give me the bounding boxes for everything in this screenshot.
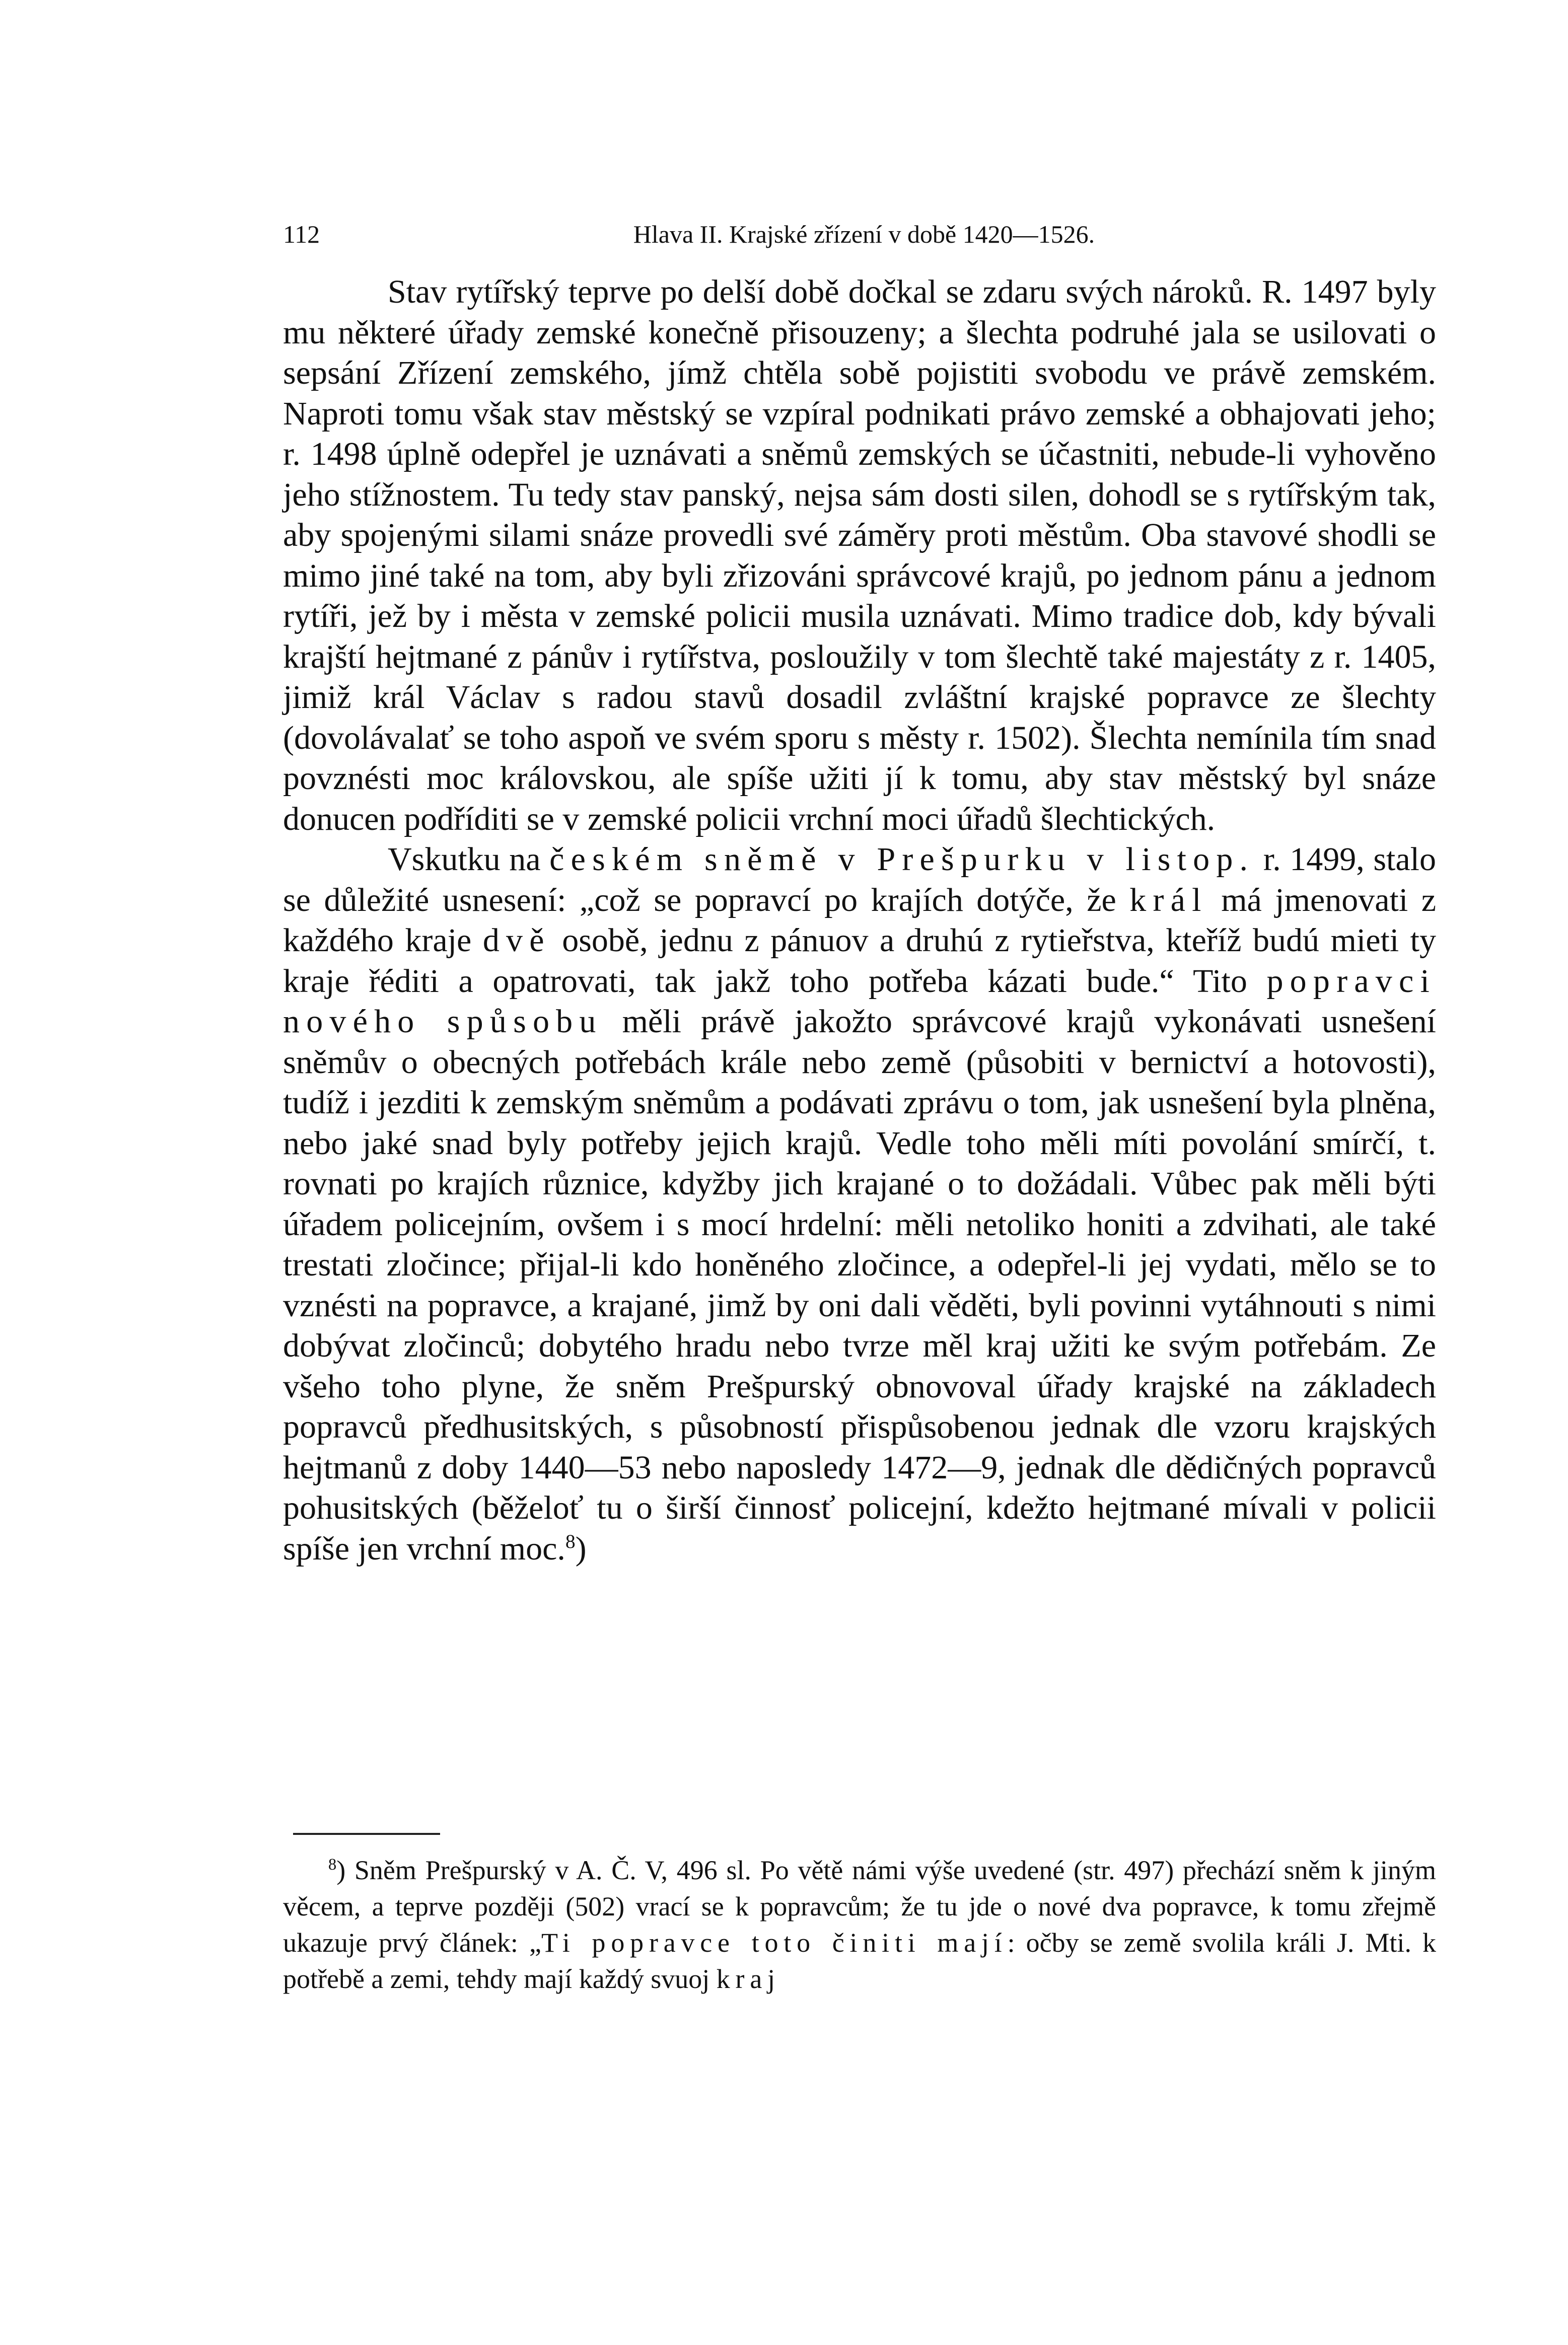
- footnote: [283, 1852, 1436, 1997]
- emphasis-text: českém sněmě v Prešpurku v listop.: [549, 841, 1255, 878]
- footnote-reference[interactable]: 8: [565, 1530, 576, 1552]
- emphasis-text: dvě: [482, 922, 551, 959]
- emphasis-text: Ti popravce toto činiti mají: [541, 1928, 1008, 1958]
- footnote-divider: [293, 1833, 440, 1835]
- paragraph-2-part: Vskutku na: [388, 841, 541, 878]
- emphasis-text: popravci nového spůsobu: [283, 962, 1436, 1040]
- paragraph-2-part: měli právě jakožto správcové krajů vykonávati usnešení sněmův o obecných potřebách krále nebo země (působiti v bernictví a hotovosti), tudíž i jezditi k zemským sněmům a podávati zprávu o tom, jak usnešení byla plněna, nebo jaké snad byly potřeby jejich krajů. Vedle toho měli míti povolání smírčí, t. rovnati po krajích různice, kdyžby jich krajané o to dožádali. Vůbec pak měli býti úřadem policejním, ovšem i s mocí hrdelní: měli netoliko honiti a zdvihati, ale také trestati zločince; přijal-li kdo honěného zločince, a odepřel-li jej vydati, mělo se to vznésti na popravce, a krajané, jimž by oni dali věděti, byli povinni vytáhnouti s nimi dobývat zločinců; dobytého hradu nebo tvrze měl kraj užiti ke svým potřebám. Ze všeho toho plyne, že sněm Prešpurský obnovoval úřady krajské na základech popravců předhusitských, s působností přispůsobenou jednak dle vzoru krajských hejtmanů z doby 1440—53 nebo naposledy 1472—9, jednak dle dědičných popravců pohusitských (běželoť tu o širší činnosť policejní, kdežto hejtmané mívali v policii spíše jen vrchní moc.: [283, 1003, 1437, 1567]
- paragraph-2-part: ): [575, 1530, 587, 1567]
- page-number: 112: [283, 220, 320, 248]
- paragraph-2-part: osobě, jednu z pánuov a druhú z rytieřstva, kteříž budú mieti ty kraje řéditi a opatrovati, tak jakž toho potřeba kázati bude.“ Tito: [283, 922, 1437, 1000]
- page-header: [283, 211, 1415, 257]
- paragraph-2-part: má jmenovati z každého kraje: [283, 881, 1436, 959]
- paragraph-2-part: r. 1499, stalo se důležité usnesení: „což se popravcí po krajích dotýče, že: [283, 841, 1437, 918]
- emphasis-text: král: [1129, 881, 1208, 918]
- footnote-text: [283, 1852, 1436, 1997]
- footnote-part: ) Sněm Prešpurský v A. Č. V, 496 sl. Po větě námi výše uvedené (str. 497) přechází sněm k jiným věcem, a teprve později (502) vrací se k popravcům; že tu jde o nové dva popravce, k tomu zřejmě ukazuje prvý článek: „: [283, 1855, 1436, 1958]
- footnote-marker: 8: [328, 1856, 337, 1874]
- running-head: Hlava II. Krajské zřízení v době 1420—1526.: [633, 220, 1095, 248]
- paragraph-1: Stav rytířský teprve po delší době dočkal se zdaru svých nároků. R. 1497 byly mu některé úřady zemské konečně přisouzeny; a šlechta podruhé jala se usilovati o sepsání Zřízení zemského, jímž chtěla sobě pojistiti svobodu ve právě zemském. Naproti tomu však stav městský se vzpíral podnikati právo zemské a obhajovati jeho; r. 1498 úplně odepřel je uznávati a sněmů zemských se účastniti, nebude-li vyhověno jeho stížnostem. Tu tedy stav panský, nejsa sám dosti silen, dohodl se s rytířským tak, aby spojenými silami snáze provedli své záměry proti městům. Oba stavové shodli se mimo jiné také na tom, aby byli zřizováni správcové krajů, po jednom pánu a jednom rytíři, jež by i města v zemské policii musila uznávati. Mimo tradice dob, kdy bývali krajští hejtmané z pánův i rytířstva, posloužily v tom šlechtě také majestáty z r. 1405, jimiž král Václav s radou stavů dosadil zvláštní krajské popravce ze šlechty (dovolávalať se toho aspoň ve svém sporu s městy r. 1502). Šlechta nemínila tím snad povznésti moc královskou, ale spíše užiti jí k tomu, aby stav městský byl snáze donucen podříditi se v zemské policii vrchní moci úřadů šlechtických.: [283, 273, 1436, 837]
- body-text: [283, 272, 1436, 1569]
- emphasis-text: kraj: [716, 1964, 780, 1994]
- footnote-part: : očby se země svolila králi J. Mti. k potřebě a zemi, tehdy mají každý svuoj: [283, 1928, 1437, 1994]
- paragraph-2: [283, 839, 1436, 1569]
